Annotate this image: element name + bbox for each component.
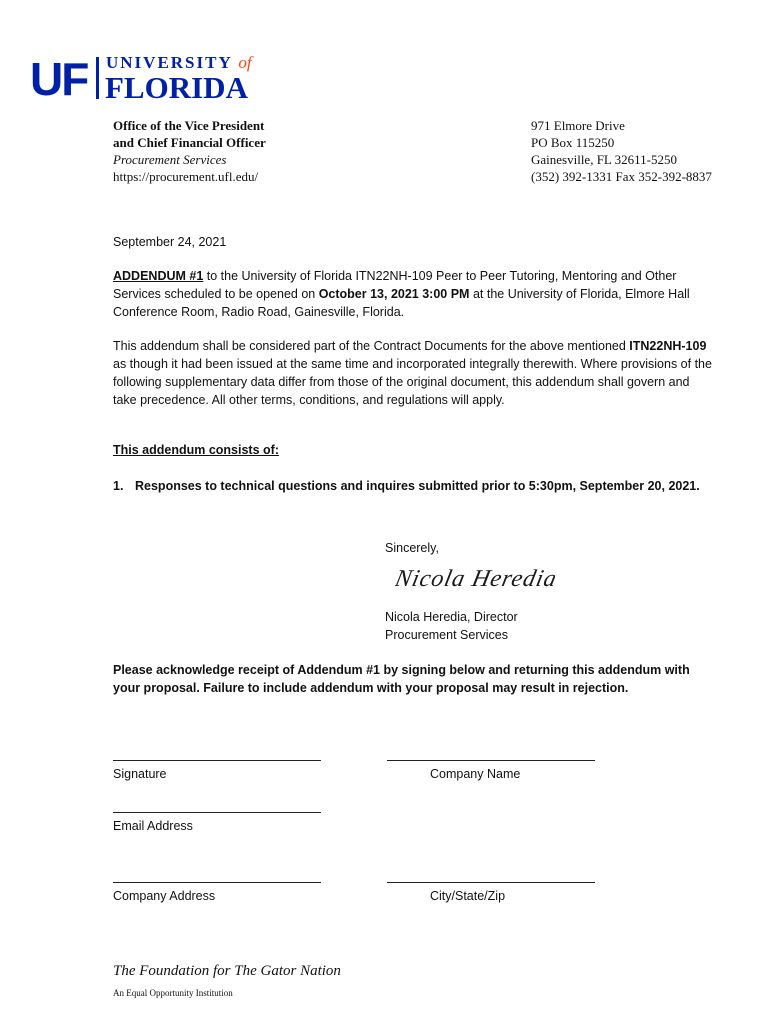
footer-motto: The Foundation for The Gator Nation — [113, 963, 341, 979]
list-item — [113, 477, 713, 495]
company-name-label: Company Name — [430, 767, 521, 781]
acknowledge-paragraph: Please acknowledge receipt of Addendum #1 by signing below and returning this addendum with your proposal. Failure to include addendum with your proposal may result in rejection. — [113, 663, 690, 695]
para2-text-b: as though it had been issued at the same time and incorporated integrally therewith. Where provisions of the following supplementary data differ from those of the original document, this addendum shall govern and take precedence. All other terms, conditions, and regulations will apply. — [113, 357, 712, 407]
logo-university-word: UNIVERSITY — [106, 53, 233, 72]
city-state-zip-line[interactable] — [387, 882, 595, 883]
svg-text:Nicola Heredia: Nicola Heredia — [395, 565, 555, 592]
sincerely-text: Sincerely, — [385, 541, 439, 555]
signature-label: Signature — [113, 767, 167, 781]
email-field[interactable] — [113, 812, 321, 834]
consists-heading: This addendum consists of: — [113, 443, 279, 457]
para1-text-b: at the University of Florida, Elmore Hall Conference Room, Radio Road, Gainesville, Florida. — [113, 287, 690, 319]
signature-field[interactable] — [113, 760, 321, 782]
company-address-line[interactable] — [113, 882, 321, 883]
email-label: Email Address — [113, 819, 193, 833]
header-address-block — [531, 117, 712, 185]
addendum-label: ADDENDUM #1 — [113, 269, 204, 283]
logo-florida-text: FLORIDA — [105, 70, 248, 105]
footer-equal-opportunity: An Equal Opportunity Institution — [113, 988, 233, 998]
header-office-line2: and Chief Financial Officer — [113, 135, 266, 150]
header-office-line3: Procurement Services — [113, 152, 227, 167]
signatory-block — [385, 608, 518, 644]
header-office-line1: Office of the Vice President — [113, 118, 265, 133]
itn-number: ITN22NH-109 — [629, 339, 707, 353]
opening-datetime: October 13, 2021 3:00 PM — [318, 287, 470, 301]
signature-line[interactable] — [113, 760, 321, 761]
logo-of-word: of — [238, 53, 252, 72]
list-item-number: 1. — [113, 479, 124, 493]
header-address-line2: PO Box 115250 — [531, 135, 615, 150]
uf-logo — [30, 52, 270, 106]
addendum-intro-paragraph — [113, 267, 713, 321]
signatory-name-title: Nicola Heredia, Director — [385, 610, 518, 624]
handwritten-signature — [395, 562, 555, 594]
letter-date: September 24, 2021 — [113, 235, 227, 249]
company-name-field[interactable] — [387, 760, 595, 782]
header-address-line3: Gainesville, FL 32611-5250 — [531, 152, 677, 167]
logo-uf-text: UF — [30, 53, 88, 105]
para1-text-a: to the University of Florida ITN22NH-109 Peer to Peer Tutoring, Mentoring and Other Services scheduled to be opened on — [113, 269, 677, 301]
email-line[interactable] — [113, 812, 321, 813]
company-name-line[interactable] — [387, 760, 595, 761]
header-office-block — [113, 117, 266, 185]
company-address-label: Company Address — [113, 889, 216, 903]
addendum-terms-paragraph — [113, 337, 713, 409]
header-address-phone: (352) 392-1331 Fax 352-392-8837 — [531, 169, 712, 184]
company-address-field[interactable] — [113, 882, 321, 904]
header-office-url[interactable]: https://procurement.ufl.edu/ — [113, 169, 259, 184]
signatory-department: Procurement Services — [385, 628, 508, 642]
logo-divider — [96, 57, 99, 99]
city-state-zip-label: City/State/Zip — [430, 889, 506, 903]
list-item-text: Responses to technical questions and inquires submitted prior to 5:30pm, September 20, 2021. — [135, 479, 700, 493]
para2-text-a: This addendum shall be considered part of the Contract Documents for the above mentioned — [113, 339, 630, 353]
header-address-line1: 971 Elmore Drive — [531, 118, 625, 133]
city-state-zip-field[interactable] — [387, 882, 595, 904]
